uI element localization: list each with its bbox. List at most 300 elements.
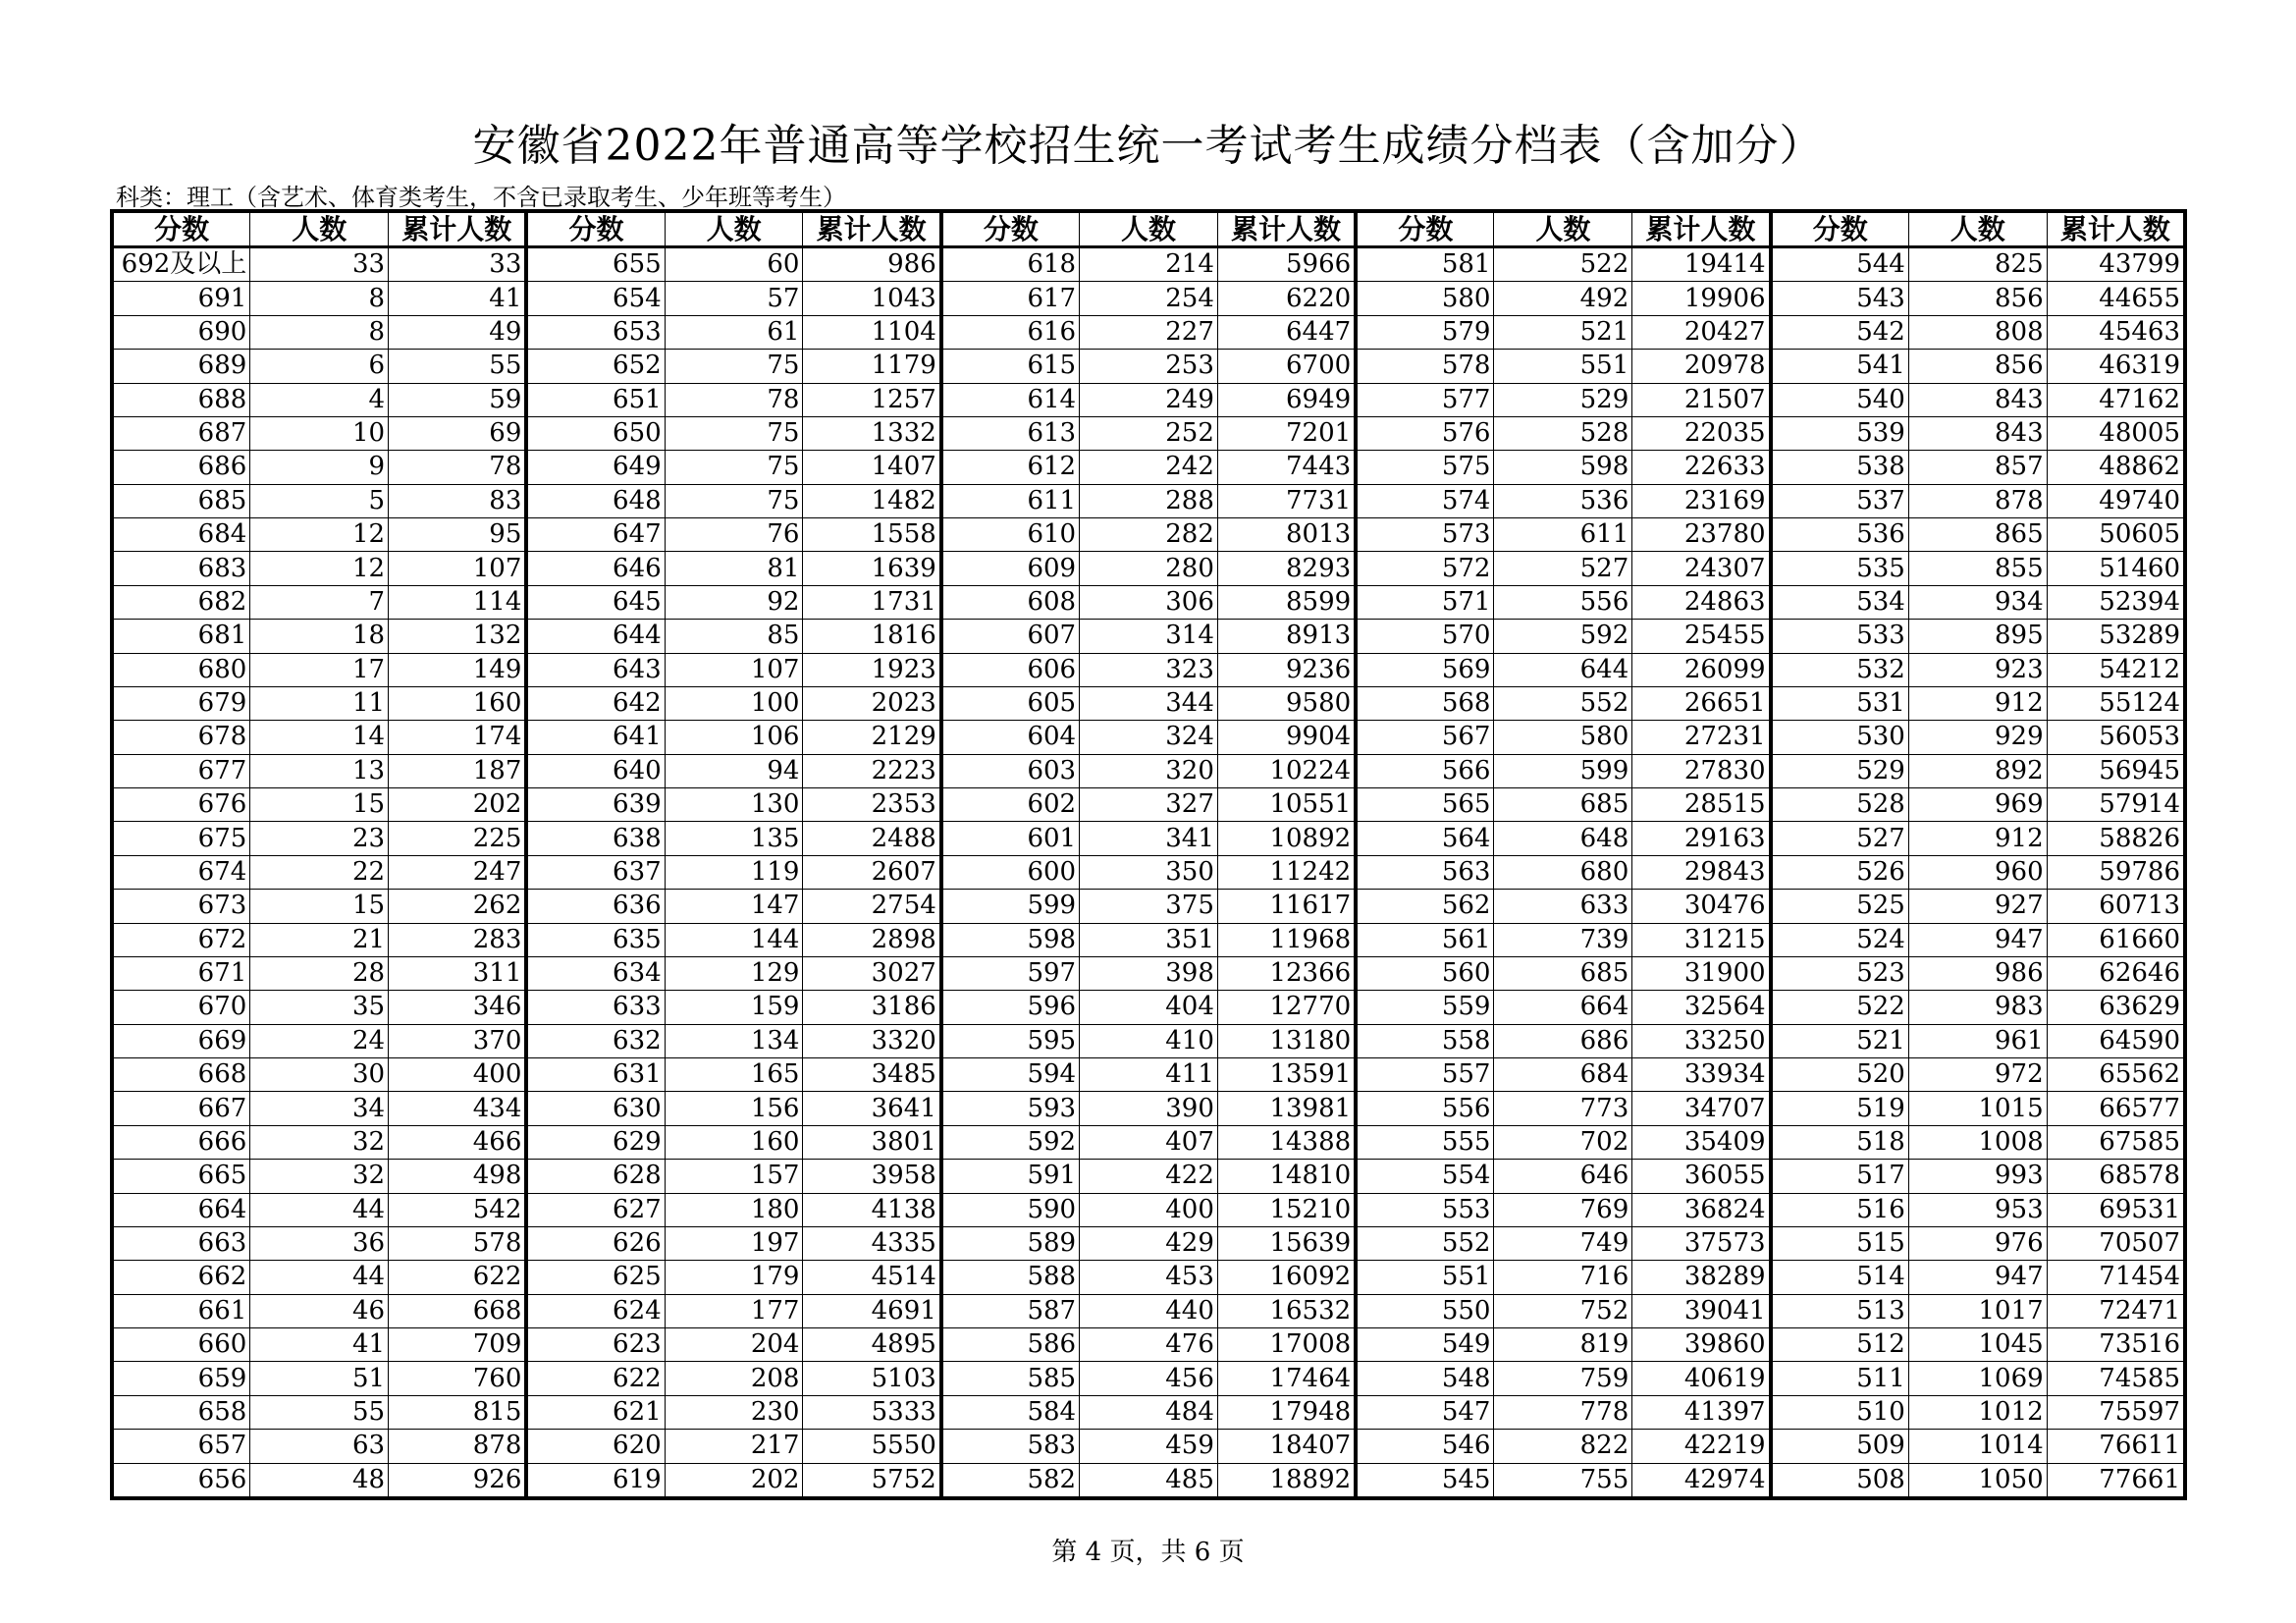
score-cell: 572	[1356, 552, 1494, 585]
count-cell: 60	[665, 247, 803, 282]
cumulative-cell: 114	[389, 585, 527, 619]
count-cell: 208	[665, 1362, 803, 1395]
count-cell: 773	[1494, 1092, 1632, 1125]
count-cell: 8	[250, 282, 389, 315]
cumulative-cell: 10224	[1217, 754, 1356, 787]
count-cell: 865	[1908, 518, 2047, 552]
score-cell: 577	[1356, 383, 1494, 416]
count-cell: 75	[665, 416, 803, 450]
cumulative-cell: 45463	[2047, 315, 2185, 349]
count-cell: 912	[1908, 686, 2047, 720]
count-cell: 983	[1908, 991, 2047, 1024]
count-cell: 282	[1080, 518, 1218, 552]
score-cell: 543	[1771, 282, 1909, 315]
count-cell: 398	[1080, 956, 1218, 990]
cumulative-cell: 622	[389, 1261, 527, 1294]
count-cell: 611	[1494, 518, 1632, 552]
count-cell: 204	[665, 1328, 803, 1362]
count-cell: 484	[1080, 1395, 1218, 1429]
count-cell: 129	[665, 956, 803, 990]
score-cell: 681	[112, 620, 250, 653]
count-cell: 947	[1908, 923, 2047, 956]
count-cell: 81	[665, 552, 803, 585]
score-cell: 615	[941, 350, 1080, 383]
count-cell: 556	[1494, 585, 1632, 619]
score-cell: 570	[1356, 620, 1494, 653]
score-cell: 610	[941, 518, 1080, 552]
score-cell: 522	[1771, 991, 1909, 1024]
score-cell: 650	[526, 416, 665, 450]
score-cell: 546	[1356, 1430, 1494, 1463]
score-cell: 599	[941, 890, 1080, 923]
count-cell: 856	[1908, 282, 2047, 315]
cumulative-cell: 46319	[2047, 350, 2185, 383]
count-cell: 375	[1080, 890, 1218, 923]
count-cell: 46	[250, 1294, 389, 1327]
count-cell: 13	[250, 754, 389, 787]
cumulative-cell: 6447	[1217, 315, 1356, 349]
cumulative-cell: 132	[389, 620, 527, 653]
score-cell: 576	[1356, 416, 1494, 450]
cumulative-cell: 47162	[2047, 383, 2185, 416]
score-cell: 626	[526, 1226, 665, 1260]
cumulative-cell: 11617	[1217, 890, 1356, 923]
table-row	[112, 350, 2185, 383]
cumulative-cell: 466	[389, 1125, 527, 1159]
score-cell: 648	[526, 484, 665, 517]
cumulative-cell: 64590	[2047, 1024, 2185, 1057]
score-cell: 647	[526, 518, 665, 552]
header-count: 人数	[1080, 211, 1218, 247]
count-cell: 217	[665, 1430, 803, 1463]
table-row	[112, 1463, 2185, 1498]
score-cell: 537	[1771, 484, 1909, 517]
count-cell: 177	[665, 1294, 803, 1327]
count-cell: 648	[1494, 822, 1632, 855]
cumulative-cell: 41	[389, 282, 527, 315]
count-cell: 179	[665, 1261, 803, 1294]
score-cell: 651	[526, 383, 665, 416]
score-cell: 545	[1356, 1463, 1494, 1498]
count-cell: 44	[250, 1193, 389, 1226]
score-cell: 639	[526, 788, 665, 822]
cumulative-cell: 33	[389, 247, 527, 282]
score-cell: 573	[1356, 518, 1494, 552]
cumulative-cell: 17948	[1217, 1395, 1356, 1429]
count-cell: 100	[665, 686, 803, 720]
count-cell: 280	[1080, 552, 1218, 585]
cumulative-cell: 68578	[2047, 1160, 2185, 1193]
cumulative-cell: 668	[389, 1294, 527, 1327]
score-cell: 540	[1771, 383, 1909, 416]
table-row	[112, 585, 2185, 619]
score-cell: 525	[1771, 890, 1909, 923]
count-cell: 57	[665, 282, 803, 315]
cumulative-cell: 17008	[1217, 1328, 1356, 1362]
count-cell: 529	[1494, 383, 1632, 416]
count-cell: 85	[665, 620, 803, 653]
cumulative-cell: 498	[389, 1160, 527, 1193]
cumulative-cell: 8293	[1217, 552, 1356, 585]
score-cell: 549	[1356, 1328, 1494, 1362]
cumulative-cell: 17464	[1217, 1362, 1356, 1395]
score-cell: 618	[941, 247, 1080, 282]
cumulative-cell: 18407	[1217, 1430, 1356, 1463]
score-cell: 514	[1771, 1261, 1909, 1294]
score-cell: 560	[1356, 956, 1494, 990]
score-cell: 595	[941, 1024, 1080, 1057]
count-cell: 521	[1494, 315, 1632, 349]
score-cell: 603	[941, 754, 1080, 787]
score-cell: 581	[1356, 247, 1494, 282]
count-cell: 680	[1494, 855, 1632, 889]
score-cell: 613	[941, 416, 1080, 450]
score-cell: 685	[112, 484, 250, 517]
cumulative-cell: 36824	[1632, 1193, 1771, 1226]
score-cell: 687	[112, 416, 250, 450]
count-cell: 157	[665, 1160, 803, 1193]
cumulative-cell: 15210	[1217, 1193, 1356, 1226]
cumulative-cell: 149	[389, 653, 527, 686]
cumulative-cell: 73516	[2047, 1328, 2185, 1362]
cumulative-cell: 187	[389, 754, 527, 787]
cumulative-cell: 174	[389, 721, 527, 754]
cumulative-cell: 10892	[1217, 822, 1356, 855]
count-cell: 528	[1494, 416, 1632, 450]
table-row	[112, 282, 2185, 315]
cumulative-cell: 3958	[803, 1160, 941, 1193]
count-cell: 14	[250, 721, 389, 754]
cumulative-cell: 29163	[1632, 822, 1771, 855]
table-row	[112, 484, 2185, 517]
cumulative-cell: 2023	[803, 686, 941, 720]
score-cell: 628	[526, 1160, 665, 1193]
cumulative-cell: 37573	[1632, 1226, 1771, 1260]
count-cell: 953	[1908, 1193, 2047, 1226]
count-cell: 769	[1494, 1193, 1632, 1226]
score-cell: 598	[941, 923, 1080, 956]
cumulative-cell: 6700	[1217, 350, 1356, 383]
count-cell: 404	[1080, 991, 1218, 1024]
cumulative-cell: 39041	[1632, 1294, 1771, 1327]
header-count: 人数	[1494, 211, 1632, 247]
count-cell: 644	[1494, 653, 1632, 686]
cumulative-cell: 26099	[1632, 653, 1771, 686]
score-cell: 532	[1771, 653, 1909, 686]
count-cell: 135	[665, 822, 803, 855]
count-cell: 7	[250, 585, 389, 619]
count-cell: 51	[250, 1362, 389, 1395]
table-row	[112, 1294, 2185, 1327]
count-cell: 407	[1080, 1125, 1218, 1159]
cumulative-cell: 2898	[803, 923, 941, 956]
score-cell: 635	[526, 923, 665, 956]
cumulative-cell: 24863	[1632, 585, 1771, 619]
cumulative-cell: 27231	[1632, 721, 1771, 754]
score-cell: 529	[1771, 754, 1909, 787]
count-cell: 18	[250, 620, 389, 653]
score-cell: 672	[112, 923, 250, 956]
score-cell: 512	[1771, 1328, 1909, 1362]
score-cell: 542	[1771, 315, 1909, 349]
count-cell: 459	[1080, 1430, 1218, 1463]
table-row	[112, 788, 2185, 822]
cumulative-cell: 20427	[1632, 315, 1771, 349]
count-cell: 44	[250, 1261, 389, 1294]
count-cell: 21	[250, 923, 389, 956]
score-cell: 631	[526, 1058, 665, 1092]
score-cell: 682	[112, 585, 250, 619]
cumulative-cell: 35409	[1632, 1125, 1771, 1159]
table-row	[112, 1125, 2185, 1159]
cumulative-cell: 44655	[2047, 282, 2185, 315]
cumulative-cell: 1639	[803, 552, 941, 585]
count-cell: 960	[1908, 855, 2047, 889]
cumulative-cell: 71454	[2047, 1261, 2185, 1294]
cumulative-cell: 4138	[803, 1193, 941, 1226]
score-cell: 585	[941, 1362, 1080, 1395]
count-cell: 440	[1080, 1294, 1218, 1327]
score-cell: 646	[526, 552, 665, 585]
count-cell: 1008	[1908, 1125, 2047, 1159]
cumulative-cell: 1923	[803, 653, 941, 686]
cumulative-cell: 370	[389, 1024, 527, 1057]
count-cell: 895	[1908, 620, 2047, 653]
cumulative-cell: 160	[389, 686, 527, 720]
score-cell: 566	[1356, 754, 1494, 787]
count-cell: 843	[1908, 416, 2047, 450]
cumulative-cell: 709	[389, 1328, 527, 1362]
score-cell: 516	[1771, 1193, 1909, 1226]
score-cell: 638	[526, 822, 665, 855]
score-cell: 601	[941, 822, 1080, 855]
cumulative-cell: 43799	[2047, 247, 2185, 282]
count-cell: 94	[665, 754, 803, 787]
count-cell: 249	[1080, 383, 1218, 416]
table-row	[112, 1362, 2185, 1395]
score-cell: 688	[112, 383, 250, 416]
score-cell: 690	[112, 315, 250, 349]
header-score: 分数	[941, 211, 1080, 247]
table-row	[112, 923, 2185, 956]
cumulative-cell: 12366	[1217, 956, 1356, 990]
header-cumulative: 累计人数	[803, 211, 941, 247]
score-cell: 519	[1771, 1092, 1909, 1125]
count-cell: 61	[665, 315, 803, 349]
count-cell: 1012	[1908, 1395, 2047, 1429]
score-cell: 564	[1356, 822, 1494, 855]
score-cell: 622	[526, 1362, 665, 1395]
cumulative-cell: 56053	[2047, 721, 2185, 754]
cumulative-cell: 434	[389, 1092, 527, 1125]
score-cell: 640	[526, 754, 665, 787]
score-distribution-table	[110, 209, 2187, 1500]
score-cell: 534	[1771, 585, 1909, 619]
score-cell: 588	[941, 1261, 1080, 1294]
count-cell: 929	[1908, 721, 2047, 754]
count-cell: 6	[250, 350, 389, 383]
cumulative-cell: 14810	[1217, 1160, 1356, 1193]
score-cell: 539	[1771, 416, 1909, 450]
score-cell: 520	[1771, 1058, 1909, 1092]
score-cell: 582	[941, 1463, 1080, 1498]
count-cell: 24	[250, 1024, 389, 1057]
cumulative-cell: 3641	[803, 1092, 941, 1125]
score-cell: 660	[112, 1328, 250, 1362]
count-cell: 456	[1080, 1362, 1218, 1395]
table-row	[112, 1226, 2185, 1260]
cumulative-cell: 1558	[803, 518, 941, 552]
score-cell: 541	[1771, 350, 1909, 383]
subject-category: 科类：理工（含艺术、体育类考生，不含已录取考生、少年班等考生）	[116, 184, 846, 211]
count-cell: 30	[250, 1058, 389, 1092]
score-cell: 567	[1356, 721, 1494, 754]
count-cell: 947	[1908, 1261, 2047, 1294]
count-cell: 10	[250, 416, 389, 450]
cumulative-cell: 62646	[2047, 956, 2185, 990]
score-cell: 535	[1771, 552, 1909, 585]
cumulative-cell: 42974	[1632, 1463, 1771, 1498]
score-cell: 561	[1356, 923, 1494, 956]
count-cell: 242	[1080, 451, 1218, 484]
header-count: 人数	[1908, 211, 2047, 247]
table-row	[112, 416, 2185, 450]
cumulative-cell: 815	[389, 1395, 527, 1429]
count-cell: 972	[1908, 1058, 2047, 1092]
score-cell: 684	[112, 518, 250, 552]
table-row	[112, 721, 2185, 754]
page-title: 安徽省2022年普通高等学校招生统一考试考生成绩分档表（含加分）	[472, 121, 1824, 171]
count-cell: 314	[1080, 620, 1218, 653]
count-cell: 522	[1494, 247, 1632, 282]
header-cumulative: 累计人数	[1217, 211, 1356, 247]
count-cell: 327	[1080, 788, 1218, 822]
count-cell: 986	[1908, 956, 2047, 990]
cumulative-cell: 3320	[803, 1024, 941, 1057]
score-cell: 556	[1356, 1092, 1494, 1125]
cumulative-cell: 6220	[1217, 282, 1356, 315]
count-cell: 411	[1080, 1058, 1218, 1092]
count-cell: 390	[1080, 1092, 1218, 1125]
count-cell: 822	[1494, 1430, 1632, 1463]
count-cell: 599	[1494, 754, 1632, 787]
cumulative-cell: 1407	[803, 451, 941, 484]
cumulative-cell: 9236	[1217, 653, 1356, 686]
score-cell: 517	[1771, 1160, 1909, 1193]
score-cell: 521	[1771, 1024, 1909, 1057]
score-cell: 668	[112, 1058, 250, 1092]
cumulative-cell: 56945	[2047, 754, 2185, 787]
score-cell: 641	[526, 721, 665, 754]
count-cell: 214	[1080, 247, 1218, 282]
count-cell: 592	[1494, 620, 1632, 653]
count-cell: 400	[1080, 1193, 1218, 1226]
cumulative-cell: 13591	[1217, 1058, 1356, 1092]
score-cell: 511	[1771, 1362, 1909, 1395]
table-row	[112, 956, 2185, 990]
count-cell: 22	[250, 855, 389, 889]
cumulative-cell: 27830	[1632, 754, 1771, 787]
count-cell: 552	[1494, 686, 1632, 720]
cumulative-cell: 58826	[2047, 822, 2185, 855]
score-cell: 653	[526, 315, 665, 349]
cumulative-cell: 31215	[1632, 923, 1771, 956]
count-cell: 180	[665, 1193, 803, 1226]
header-row	[112, 211, 2185, 247]
score-cell: 558	[1356, 1024, 1494, 1057]
table-row	[112, 620, 2185, 653]
count-cell: 716	[1494, 1261, 1632, 1294]
score-cell: 623	[526, 1328, 665, 1362]
score-cell: 630	[526, 1092, 665, 1125]
header-score: 分数	[112, 211, 250, 247]
count-cell: 934	[1908, 585, 2047, 619]
cumulative-cell: 3801	[803, 1125, 941, 1159]
cumulative-cell: 34707	[1632, 1092, 1771, 1125]
count-cell: 993	[1908, 1160, 2047, 1193]
cumulative-cell: 69531	[2047, 1193, 2185, 1226]
score-cell: 604	[941, 721, 1080, 754]
table-body	[112, 247, 2185, 1499]
score-cell: 605	[941, 686, 1080, 720]
score-cell: 663	[112, 1226, 250, 1260]
cumulative-cell: 40619	[1632, 1362, 1771, 1395]
cumulative-cell: 61660	[2047, 923, 2185, 956]
score-cell: 669	[112, 1024, 250, 1057]
table-row	[112, 754, 2185, 787]
cumulative-cell: 2488	[803, 822, 941, 855]
score-cell: 642	[526, 686, 665, 720]
cumulative-cell: 69	[389, 416, 527, 450]
count-cell: 422	[1080, 1160, 1218, 1193]
score-cell: 579	[1356, 315, 1494, 349]
table-row	[112, 822, 2185, 855]
count-cell: 492	[1494, 282, 1632, 315]
cumulative-cell: 52394	[2047, 585, 2185, 619]
score-cell: 679	[112, 686, 250, 720]
count-cell: 350	[1080, 855, 1218, 889]
cumulative-cell: 77661	[2047, 1463, 2185, 1498]
cumulative-cell: 54212	[2047, 653, 2185, 686]
cumulative-cell: 926	[389, 1463, 527, 1498]
count-cell: 843	[1908, 383, 2047, 416]
cumulative-cell: 31900	[1632, 956, 1771, 990]
count-cell: 12	[250, 552, 389, 585]
score-cell: 515	[1771, 1226, 1909, 1260]
count-cell: 202	[665, 1463, 803, 1498]
score-cell: 606	[941, 653, 1080, 686]
cumulative-cell: 72471	[2047, 1294, 2185, 1327]
cumulative-cell: 75597	[2047, 1395, 2185, 1429]
count-cell: 410	[1080, 1024, 1218, 1057]
score-cell: 661	[112, 1294, 250, 1327]
count-cell: 159	[665, 991, 803, 1024]
count-cell: 63	[250, 1430, 389, 1463]
score-cell: 612	[941, 451, 1080, 484]
count-cell: 739	[1494, 923, 1632, 956]
cumulative-cell: 1179	[803, 350, 941, 383]
count-cell: 923	[1908, 653, 2047, 686]
header-count: 人数	[665, 211, 803, 247]
cumulative-cell: 3027	[803, 956, 941, 990]
score-cell: 656	[112, 1463, 250, 1498]
count-cell: 230	[665, 1395, 803, 1429]
cumulative-cell: 28515	[1632, 788, 1771, 822]
page-footer: 第 4 页，共 6 页	[1051, 1538, 1245, 1567]
count-cell: 878	[1908, 484, 2047, 517]
score-cell: 594	[941, 1058, 1080, 1092]
count-cell: 106	[665, 721, 803, 754]
